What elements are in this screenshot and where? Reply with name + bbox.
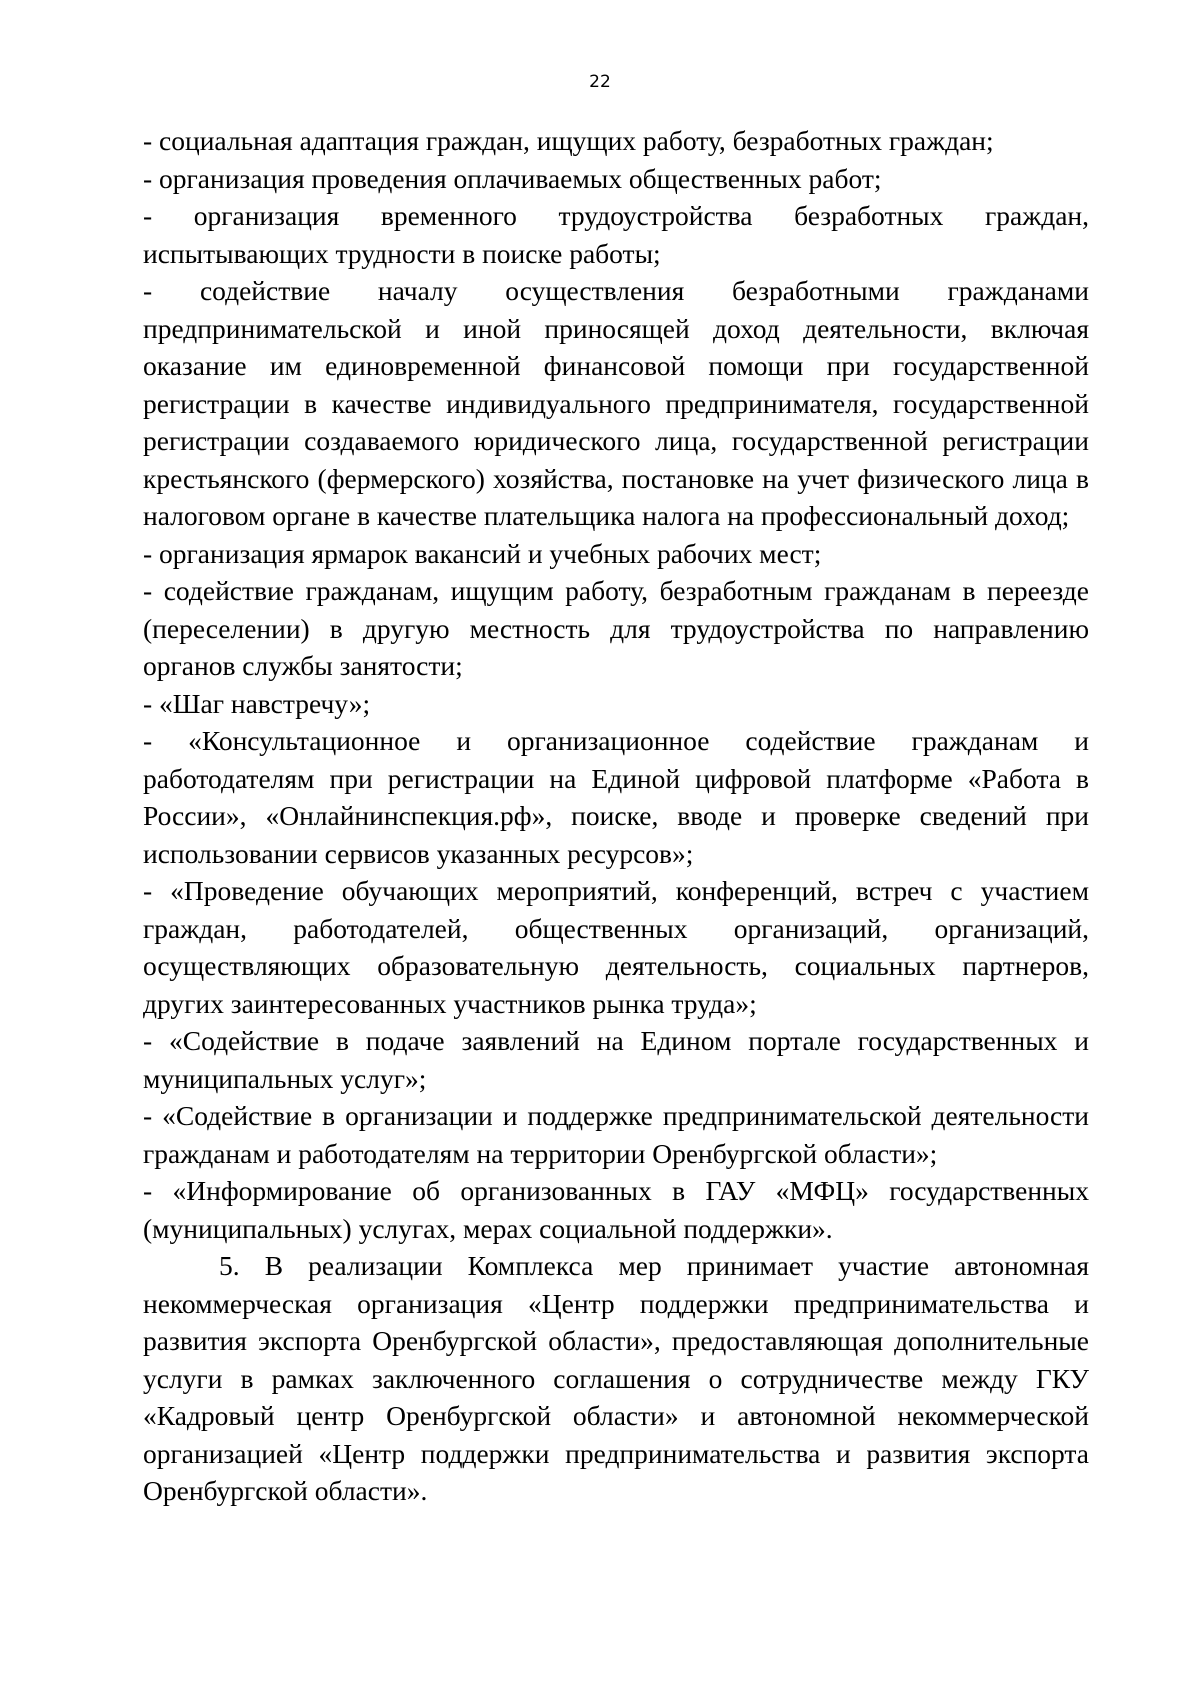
page-number: 22	[589, 72, 611, 92]
document-body	[143, 122, 1089, 1510]
list-item: - содействие гражданам, ищущим работу, безработным гражданам в переезде (переселении) в другую местность для трудоустройства по направлению органов службы занятости;	[143, 575, 1089, 681]
list-item: - содействие началу осуществления безработными гражданами предпринимательской и иной приносящей доход деятельности, включая оказание им единовременной финансовой помощи при государственной регистрации в качестве индивидуального предпринимателя, государственной регистрации создаваемого юридического лица, государственной регистрации крестьянского (фермерского) хозяйства, постановке на учет физического лица в налоговом органе в качестве плательщика налога на профессиональный доход;	[143, 275, 1089, 531]
list-item: - социальная адаптация граждан, ищущих работу, безработных граждан;	[143, 125, 994, 156]
numbered-paragraph: 5. В реализации Комплекса мер принимает участие автономная некоммерческая организация «Центр поддержки предпринимательства и развития экспорта Оренбургской области», предоставляющая дополнительные услуги в рамках заключенного соглашения о сотрудничестве между ГКУ «Кадровый центр Оренбургской области» и автономной некоммерческой организацией «Центр поддержки предпринимательства и развития экспорта Оренбургской области».	[143, 1250, 1089, 1506]
list-item: - организация проведения оплачиваемых общественных работ;	[143, 162, 882, 194]
list-item: - «Консультационное и организационное содействие гражданам и работодателям при регистрации на Единой цифровой платформе «Работа в России», «Онлайнинспекция.рф», поиске, вводе и проверке сведений при использовании сервисов указанных ресурсов»;	[143, 725, 1089, 869]
list-item: - «Содействие в организации и поддержке предпринимательской деятельности гражданам и работодателям на территории Оренбургской области»;	[143, 1100, 1089, 1169]
list-item: - «Проведение обучающих мероприятий, конференций, встреч с участием граждан, работодателей, общественных организаций, организаций, осуществляющих образовательную деятельность, социальных партнеров, других заинтересованных участников рынка труда»;	[143, 875, 1089, 1019]
list-item: - организация временного трудоустройства безработных граждан, испытывающих трудности в поиске работы;	[143, 200, 1089, 269]
list-item: - организация ярмарок вакансий и учебных рабочих мест;	[143, 537, 822, 569]
list-item: - «Шаг навстречу»;	[143, 687, 371, 719]
list-item: - «Информирование об организованных в ГАУ «МФЦ» государственных (муниципальных) услугах, мерах социальной поддержки».	[143, 1175, 1089, 1244]
list-item: - «Содействие в подаче заявлений на Едином портале государственных и муниципальных услуг»;	[143, 1025, 1089, 1094]
